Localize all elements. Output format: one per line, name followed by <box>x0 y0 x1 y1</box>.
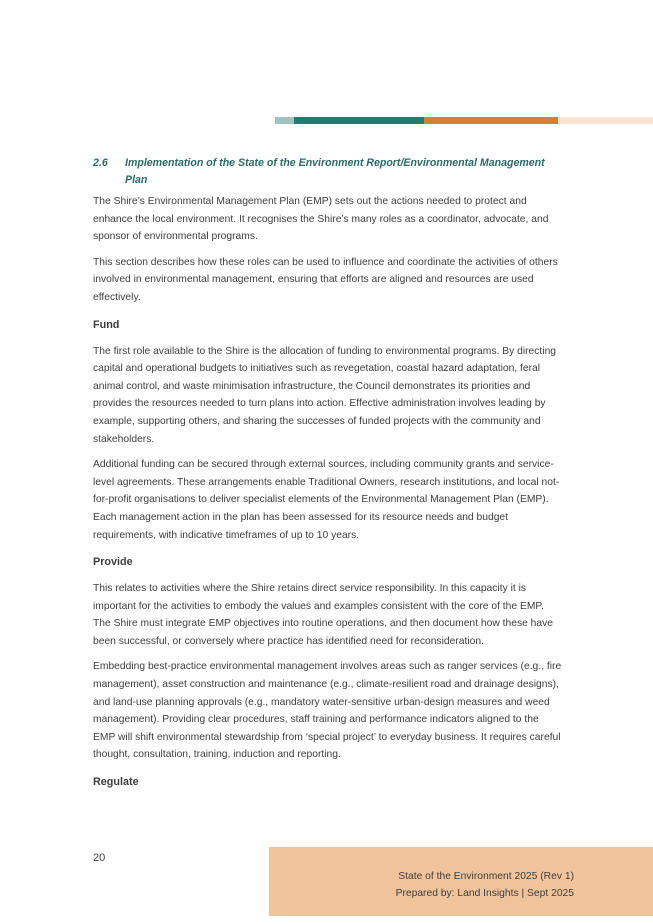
color-bar-segment-orange <box>424 117 558 124</box>
color-bar-segment-teal <box>294 117 424 124</box>
provide-paragraph-1: This relates to activities where the Shire retains direct service responsibility. In this capacity it is important for the activities to embody the values and examples consistent with the core of the EMP. The Shire must integrate EMP objectives into routine operations, and then document how these have been successful, or conversely where practice has identified need for reconsideration. <box>93 583 554 647</box>
footer-text <box>396 868 574 902</box>
provide-heading: Provide <box>93 556 133 569</box>
intro-paragraph-2: This section describes how these roles can be used to influence and coordinate the activities of others involved in environmental management, ensuring that efforts are aligned and resources are used effectively. <box>93 256 558 303</box>
footer-box <box>269 847 653 916</box>
fund-heading: Fund <box>93 318 120 331</box>
provide-paragraph-2: Embedding best-practice environmental management involves areas such as ranger services (e.g., fire management), asset construction and maintenance (e.g., climate-resilient road and drainage designs), and land-use planning approvals (e.g., mandatory water-sensitive urban-design measures and weed management). Providing clear procedures, staff training and performance indicators aligned to the EMP will shift environmental stewardship from ‘special project’ to everyday business. It requires careful thought, consultation, training, induction and reporting. <box>93 661 562 761</box>
fund-paragraph-2: Additional funding can be secured through external sources, including community grants and service-level agreements. These arrangements enable Traditional Owners, research institutions, and local not-for-profit organisations to deliver specialist elements of the Environmental Management Plan (EMP). Each management action in the plan has been assessed for its resource needs and budget requirements, with indicative timeframes of up to 10 years. <box>93 459 560 541</box>
footer-prepared-by: Prepared by: Land Insights | Sept 2025 <box>395 888 574 899</box>
page-number: 20 <box>93 852 106 864</box>
color-bar-segment-cream <box>558 117 653 124</box>
footer-document-title: State of the Environment 2025 (Rev 1) <box>398 871 574 882</box>
page-content <box>93 155 563 800</box>
color-bar-segment-light-teal <box>275 117 294 124</box>
decorative-color-bar <box>275 117 653 124</box>
section-title: Implementation of the State of the Environment Report/Environmental Management Plan <box>125 157 545 186</box>
fund-paragraph-1: The first role available to the Shire is the allocation of funding to environmental programs. By directing capital and operational budgets to initiatives such as revegetation, coastal hazard adaptation, feral animal control, and waste minimisation infrastructure, the Council demonstrates its priorities and provides the resources needed to turn plans into action. Effective administration involves leading by example, supporting others, and sharing the successes of funded projects with the community and stakeholders. <box>93 345 557 445</box>
section-number: 2.6 <box>93 157 108 169</box>
intro-paragraph-1: The Shire’s Environmental Management Plan (EMP) sets out the actions needed to protect and enhance the local environment. It recognises the Shire’s many roles as a coordinator, advocate, and sponsor of environmental programs. <box>93 196 549 243</box>
regulate-heading: Regulate <box>93 776 139 789</box>
section-heading <box>93 155 563 189</box>
